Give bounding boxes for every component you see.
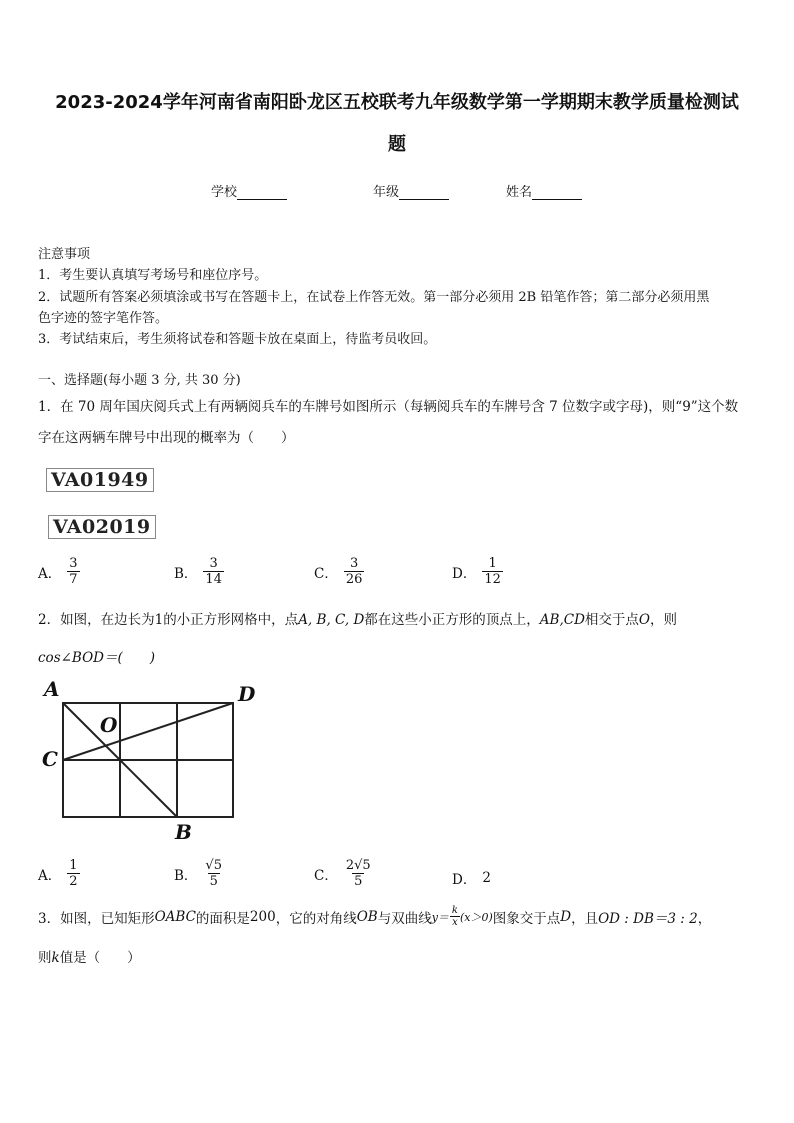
denominator: 5 bbox=[209, 874, 218, 889]
text-run: 值是（ ） bbox=[59, 950, 141, 966]
math-run: k bbox=[51, 950, 60, 966]
label-d: D bbox=[238, 682, 256, 706]
q1-option-a bbox=[38, 556, 80, 587]
denominator: 5 bbox=[354, 874, 363, 889]
q2-option-c bbox=[314, 858, 373, 889]
label-b: B bbox=[175, 820, 192, 844]
q2-text bbox=[38, 608, 677, 628]
grid-figure bbox=[38, 676, 258, 846]
q1-text-cont: 字在这两辆车牌号中出现的概率为（ ） bbox=[38, 430, 295, 446]
math-run: AB,CD bbox=[539, 612, 585, 628]
text-run: 的小正方形网格中，点 bbox=[163, 612, 299, 628]
denominator: x bbox=[452, 917, 458, 928]
text-run: ，它的对角线 bbox=[275, 910, 357, 927]
text-run: 1 bbox=[154, 612, 164, 628]
fraction bbox=[67, 858, 79, 889]
option-letter: B． bbox=[174, 565, 198, 582]
note-item: 3．考试结束后，考生须将试卷和答题卡放在桌面上，待监考员收回。 bbox=[38, 332, 437, 347]
math-run: O bbox=[638, 612, 650, 628]
fraction bbox=[482, 556, 503, 587]
segment-cd bbox=[63, 703, 233, 760]
grade-field bbox=[373, 181, 449, 200]
q1-option-c bbox=[314, 556, 364, 587]
text-run: ，则 bbox=[649, 612, 677, 628]
q1-option-d bbox=[452, 556, 503, 587]
page-title-cont: 题 bbox=[388, 134, 406, 155]
math-run: OD : DB＝3 : 2 bbox=[598, 910, 698, 927]
denominator: 7 bbox=[69, 572, 78, 587]
denominator: 12 bbox=[484, 572, 501, 587]
label-o: O bbox=[100, 713, 118, 737]
name-blank bbox=[532, 186, 582, 200]
option-value: 2 bbox=[482, 870, 491, 886]
grade-blank bbox=[399, 186, 449, 200]
option-letter: D． bbox=[452, 565, 477, 582]
numerator: 3 bbox=[349, 556, 359, 571]
math-run: OB bbox=[356, 908, 378, 925]
fraction bbox=[344, 556, 365, 587]
denominator: 26 bbox=[345, 572, 363, 587]
q2-option-b bbox=[174, 858, 224, 889]
school-field bbox=[211, 181, 287, 200]
math-run: D bbox=[560, 908, 572, 925]
numerator: k bbox=[451, 905, 458, 916]
text-run: 与双曲线 bbox=[377, 910, 432, 927]
math-run: y＝ bbox=[431, 910, 449, 924]
text-run: 都在这些小正方形的顶点上， bbox=[364, 612, 540, 628]
note-item: 2．试题所有答案必须填涂或书写在答题卡上，在试卷上作答无效。第一部分必须用 2B 铅笔作答；第二部分必须用黑 bbox=[38, 290, 710, 305]
text-run: 3．如图，已知矩形 bbox=[38, 910, 155, 927]
numerator: 1 bbox=[69, 858, 78, 873]
page-title: 2023-2024学年河南省南阳卧龙区五校联考九年级数学第一学期期末教学质量检测试 bbox=[55, 92, 739, 113]
text-run: 2．如图，在边长为 bbox=[38, 612, 155, 628]
note-item: 色字迹的签字笔作答。 bbox=[38, 311, 169, 326]
label-a: A bbox=[44, 677, 60, 701]
text-run: 的面积是 bbox=[195, 910, 250, 927]
math-run: A, B, C, D bbox=[298, 612, 365, 628]
school-label: 学校 bbox=[211, 185, 238, 200]
text-run: ， bbox=[697, 910, 712, 927]
fraction bbox=[344, 858, 373, 889]
numerator: 3 bbox=[69, 556, 78, 571]
q2-option-a bbox=[38, 858, 80, 889]
note-item: 1．考生要认真填写考场号和座位序号。 bbox=[38, 268, 268, 283]
text-run: ，且 bbox=[571, 910, 599, 927]
numerator: 3 bbox=[209, 556, 218, 571]
notes-heading: 注意事项 bbox=[38, 247, 91, 262]
license-plate-2: VA02019 bbox=[48, 515, 156, 539]
option-letter: A． bbox=[38, 867, 62, 884]
q3-text-cont bbox=[38, 946, 141, 966]
math-run: OABC bbox=[154, 908, 196, 925]
fraction bbox=[203, 858, 224, 889]
math-run: (x＞0) bbox=[459, 910, 493, 924]
option-letter: A． bbox=[38, 565, 62, 582]
name-label: 姓名 bbox=[506, 185, 533, 200]
q3-text bbox=[38, 905, 711, 928]
fraction bbox=[67, 556, 79, 587]
school-blank bbox=[237, 186, 287, 200]
denominator: 2 bbox=[69, 874, 78, 889]
option-letter: C． bbox=[314, 867, 338, 884]
denominator: 14 bbox=[205, 572, 222, 587]
label-c: C bbox=[42, 747, 58, 771]
option-letter: C． bbox=[314, 565, 338, 582]
section-heading: 一、选择题(每小题 3 分, 共 30 分) bbox=[38, 373, 241, 388]
text-run: 相交于点 bbox=[584, 612, 639, 628]
name-field bbox=[506, 181, 582, 200]
q1-option-b bbox=[174, 556, 224, 587]
grade-label: 年级 bbox=[373, 185, 400, 200]
text-run: 图象交于点 bbox=[492, 910, 561, 927]
q2-option-d bbox=[452, 868, 491, 888]
option-letter: B． bbox=[174, 867, 198, 884]
text-run: 200 bbox=[249, 908, 276, 925]
text-run: 则 bbox=[38, 950, 52, 966]
numerator: 1 bbox=[488, 556, 497, 571]
license-plate-1: VA01949 bbox=[46, 468, 154, 492]
q2-text-cont: cos∠BOD＝( ) bbox=[38, 650, 156, 666]
fraction bbox=[450, 905, 460, 928]
option-letter: D． bbox=[452, 872, 477, 888]
q1-text: 1．在 70 周年国庆阅兵式上有两辆阅兵车的车牌号如图所示（每辆阅兵车的车牌号含 7 位数字或字母)，则“9”这个数 bbox=[38, 399, 739, 415]
numerator: 2√5 bbox=[345, 858, 371, 873]
fraction bbox=[203, 556, 224, 587]
numerator: √5 bbox=[205, 858, 222, 873]
